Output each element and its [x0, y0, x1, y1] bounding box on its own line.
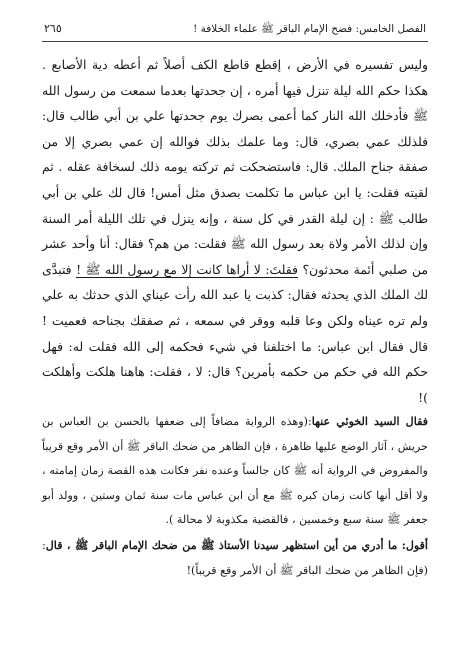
response-label: أقول: ما أدري من أين استظهر سيدنا الأستاذ ﷺ من ضحك الإمام الباقر ﷺ ، قال [45, 539, 428, 553]
commentary-text: :(وهذه الرواية مضافاً إلى ضعفها بالحسن بن العباس بن حريش ، آثار الوضع عليها ظاهرة ، فإن الظاهر من ضحك الباقر ﷺ أن الأمر وقع قريباً والمفروض في الرواية أنه ﷺ كان جالساً وعنده نفر فكانت هذه القصة زمان إمامته ، ولا أقل أنها كانت زمان كبره ﷺ مع أن ابن عباس مات سنة ثمان وستين ، وولد أبو جعفر ﷺ سنة سبع وخمسين ، فالقضية مكذوبة لا محالة ). [42, 415, 428, 526]
running-title: الفصل الخامس: فضح الإمام الباقر ﷺ علماء الخلافة ! [193, 23, 426, 35]
underlined-phrase: فقلتَ: لا أراها كانت إلا مع رسول الله ﷺ ! [76, 261, 298, 277]
narration-text-part1: وليس تفسيره في الأرض ، إقطع قاطع الكف أصلاً ثم أعطه دية الأصابع . هكذا حكم الله ليلة تنزل فيها أمره ، إن جحدتها بعدما سمعت من رسول الله ﷺ فأدخلك الله النار كما أعمى بصرك يوم جحدتها علي بن أبي طالب قال: فلذلك عمي بصري، قال: وما علمك بذلك فوالله إن عمي بصري إلا من صفقة جناح الملك. قال: فاستضحكت ثم تركته يومه ذلك لسخافة عقله . ثم لقيته فقلت: يا ابن عباس ما تكلمت بصدق مثل أمس! قال لك علي بن أبي طالب ﷺ : إن ليلة القدر في كل سنة ، وإنه ينزل في تلك الليلة أمر السنة وإن لذلك الأمر ولاة بعد رسول الله ﷺ فقلت: من هم؟ فقال: أنا وأحد عشر من صلبي أئمة محدثون؟ [42, 57, 428, 277]
commentary-label: فقال السيد الخوئي عنها [311, 415, 429, 429]
narration-text-part2: فتبدَّى لك الملك الذي يحدثه فقال: كذبت يا عبد الله رأت عيناي الذي حدثك به علي ولم تره عيناه ولكن وعا قلبه ووقر في سمعه ، ثم صفقك بجناحه فعميت ! قال فقال ابن عباس: ما اختلفنا في شيء فحكمه إلى الله فقلت له: فهل حكم الله في حكم من حكمه بأمرين؟ قال: لا ، فقلت: هاهنا هلكت وأهلكت )! [42, 261, 428, 405]
author-response-paragraph [42, 534, 428, 583]
page-header [42, 22, 428, 42]
page-number: ٢٦٥ [44, 22, 62, 35]
page-body [42, 52, 428, 583]
narration-paragraph [42, 52, 428, 410]
response-text: : (فإن الظاهر من ضحك الباقر ﷺ أن الأمر وقع قريباً)! [42, 539, 428, 577]
khoei-commentary-paragraph [42, 410, 428, 532]
